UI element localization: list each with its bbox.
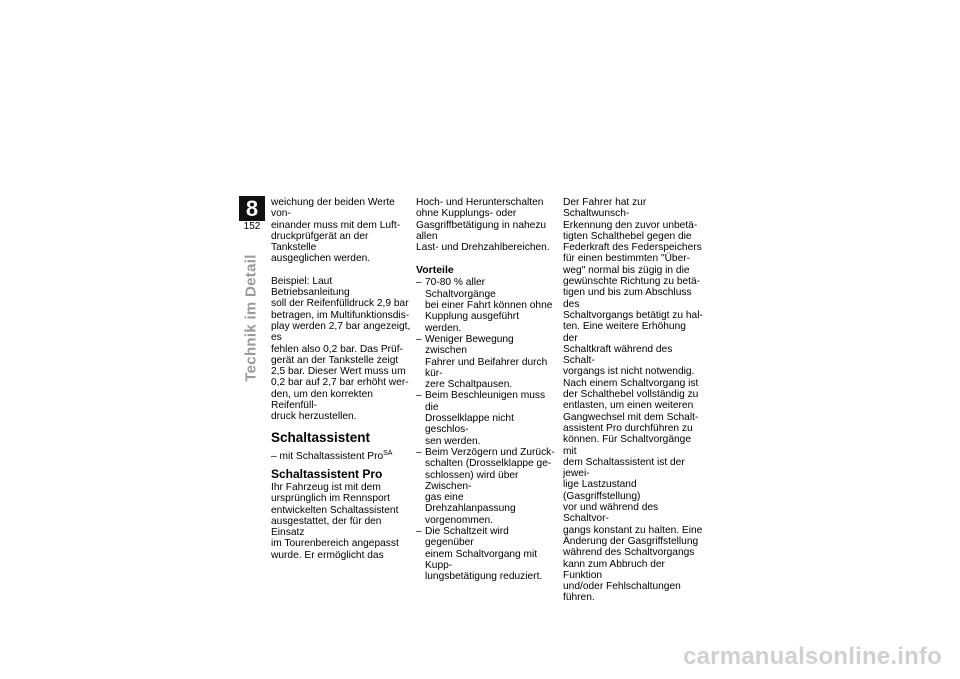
list-item-text: Beim Verzögern und Zurück- schalten (Drosselklappe ge- schlossen) wird über Zwischen- gas eine Drehzahlanpassung vorgenommen.: [425, 446, 555, 526]
heading-vorteile: Vorteile: [416, 264, 454, 277]
list-dash: –: [416, 446, 422, 458]
heading-schaltassistent: Schaltassistent: [271, 429, 371, 445]
list-dash: –: [416, 526, 422, 538]
option-dash: –: [271, 450, 277, 462]
list-dash: –: [416, 333, 422, 345]
paragraph-example: Beispiel: Laut Betriebsanleitung soll der Reifenfülldruck 2,9 bar betragen, im Multifunktionsdis- play werden 2,7 bar angezeigt, es fehlen also 0,2 bar. Das Prüf- gerät an der Tankstelle zeigt 2,5 bar. Dieser Wert muss um 0,2 bar auf 2,7 bar erhöht wer- den, um den korrekten Reifenfüll- druck herzustellen.: [271, 275, 411, 423]
list-dash: –: [416, 390, 422, 402]
option-superscript: SA: [383, 449, 393, 457]
list-item: [416, 447, 556, 526]
text-column-1: [271, 197, 411, 561]
text-column-2: [416, 197, 556, 583]
advantages-list: [416, 277, 556, 582]
list-item: [416, 334, 556, 390]
paragraph-deviation: weichung der beiden Werte von- einander muss mit dem Luft- druckprüfgerät an der Tankstelle ausgeglichen werden.: [271, 197, 401, 265]
watermark: carmanualsonline.info: [683, 643, 942, 670]
subheading-schaltassistent-pro: Schaltassistent Pro: [271, 466, 383, 481]
paragraph-intro: Ihr Fahrzeug ist mit dem ursprünglich im Rennsport entwickelten Schaltassistent ausgestattet, der für den Einsatz im Tourenbereich angepasst wurde. Er ermöglicht das: [271, 481, 399, 561]
option-text: mit Schaltassistent Pro: [279, 450, 384, 462]
chapter-marker: [239, 196, 265, 232]
paragraph-shifting: Hoch- und Herunterschalten ohne Kupplungs- oder Gasgriffbetätigung in nahezu allen Last- und Drehzahlbereichen.: [416, 197, 550, 254]
list-item: [416, 277, 556, 333]
list-item: [416, 526, 556, 582]
list-item-text: 70-80 % aller Schaltvorgänge bei einer Fahrt können ohne Kupplung ausgeführt werden.: [425, 277, 553, 334]
paragraph-driver-operation: Der Fahrer hat zur Schaltwunsch- Erkennung den zuvor unbetä- tigten Schalthebel gegen die Federkraft des Federspeichers für einen bestimmten "Über- weg" normal bis zügig in die gewünschte Richtung zu betä- tigen und bis zum Abschluss des Schaltvorgangs betätigt zu hal- ten. Eine weitere Erhöhung der Schaltkraft während des Schalt- vorgangs ist nicht notwendig. Nach einem Schaltvorgang ist der Schalthebel vollständig zu entlasten, um einen weiteren Gangwechsel mit dem Schalt- assistent Pro durchführen zu können. Für Schaltvorgänge mit dem Schaltassistent ist der jewei- lige Lastzustand (Gasgriffstellung) vor und während des Schaltvor- gangs konstant zu halten. Eine Änderung der Gasgriffstellung während des Schaltvorgangs kann zum Abbruch der Funktion und/oder Fehlschaltungen führen.: [563, 197, 703, 604]
list-item-text: Die Schaltzeit wird gegenüber einem Schaltvorgang mit Kupp- lungsbetätigung reduziert.: [425, 526, 543, 583]
text-column-3: [563, 197, 703, 604]
list-item-text: Weniger Bewegung zwischen Fahrer und Beifahrer durch kür- zere Schaltpausen.: [425, 333, 548, 391]
list-dash: –: [416, 277, 422, 289]
chapter-side-title: Technik im Detail: [242, 254, 260, 382]
page-number: 152: [239, 221, 265, 232]
list-item: [416, 390, 556, 446]
option-line: [271, 448, 411, 462]
chapter-number: 8: [239, 196, 265, 222]
list-item-text: Beim Beschleunigen muss die Drosselklappe nicht geschlos- sen werden.: [425, 390, 546, 447]
